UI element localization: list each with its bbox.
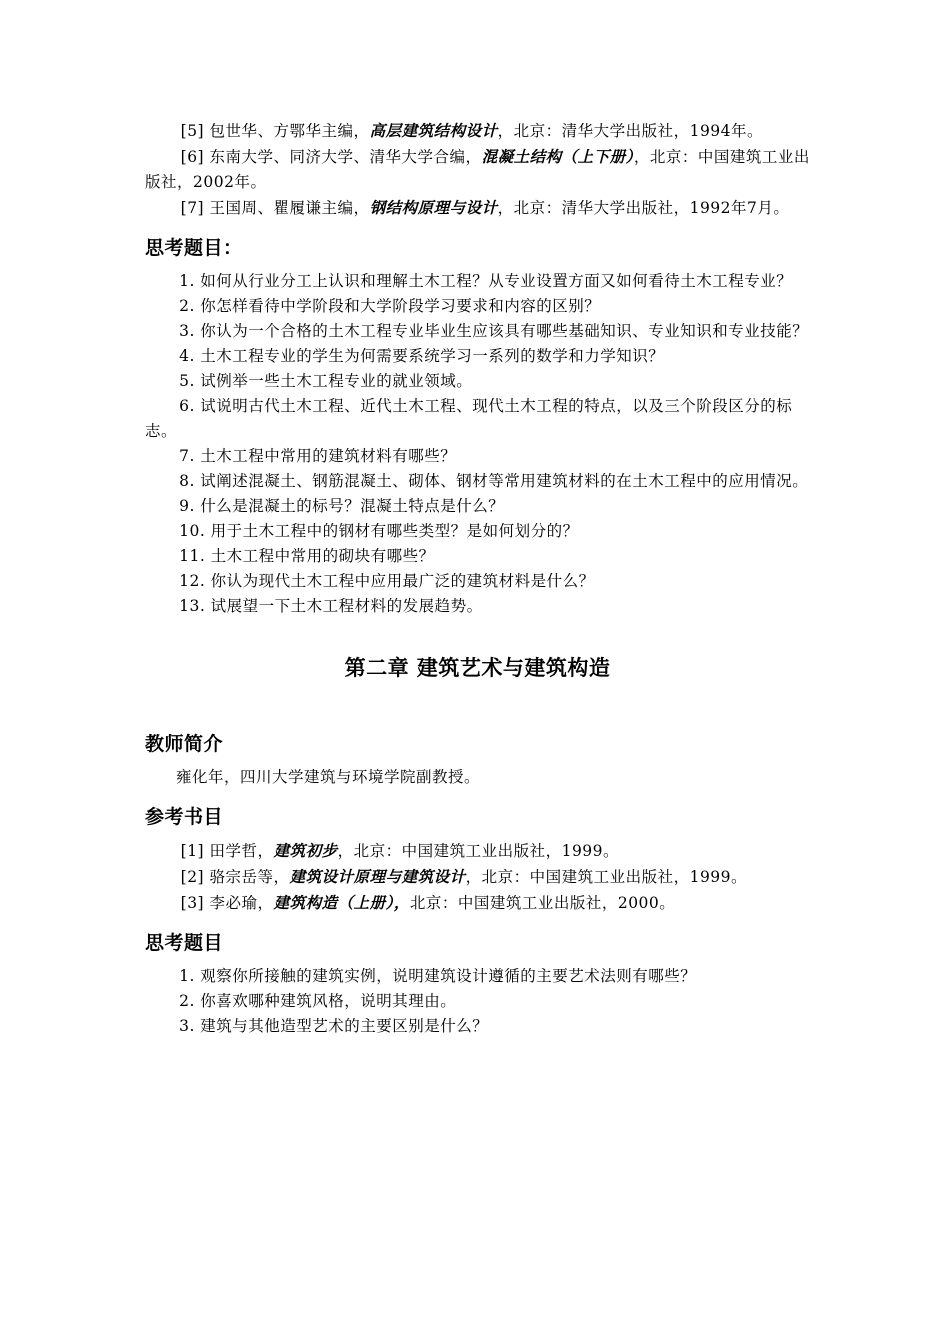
question-item: 3. 你认为一个合格的土木工程专业毕业生应该具有哪些基础知识、专业知识和专业技能？ [179,322,809,340]
reference-authors: 李必瑜， [209,894,274,912]
reference-list-chapter2 [145,838,810,916]
reference-authors: 包世华、方鄂华主编， [209,122,370,140]
questions-heading-chapter2: 思考题目 [145,932,224,954]
question-item: 1. 如何从行业分工上认识和理解土木工程？从专业设置方面又如何看待土木工程专业？ [179,272,793,290]
reference-number: [6] [180,148,205,166]
reference-title: 高层建筑结构设计 [369,121,498,140]
reference-authors: 田学哲， [209,842,274,860]
question-item: 13. 试展望一下土木工程材料的发展趋势。 [179,597,483,615]
reference-publisher: ，北京：清华大学出版社，1994年。 [497,122,764,140]
reference-title: 建筑设计原理与建筑设计 [289,867,466,886]
reference-item [145,864,810,890]
question-item: 7. 土木工程中常用的建筑材料有哪些？ [179,447,457,465]
reference-item [145,890,810,916]
reference-item [145,838,810,864]
question-item: 4. 土木工程专业的学生为何需要系统学习一系列的数学和力学知识？ [179,347,665,365]
reference-authors: 骆宗岳等， [209,868,290,886]
reference-title: 建筑构造（上册）， [273,893,410,912]
reference-title: 混凝土结构（上下册） [481,147,634,166]
reference-number: [7] [180,199,205,217]
question-list-chapter2 [145,964,810,1039]
reference-number: [1] [180,842,205,860]
question-item: 1. 观察你所接触的建筑实例，说明建筑设计遵循的主要艺术法则有哪些？ [179,967,697,985]
reference-publisher: ，北京：中国建筑工业出版社，1999。 [337,842,620,860]
reference-authors: 东南大学、同济大学、清华大学合编， [209,148,482,166]
question-list [145,269,810,619]
reference-publisher: ，北京：清华大学出版社，1992年7月。 [497,199,790,217]
reference-item [145,195,810,221]
reference-list-top [145,118,810,221]
reference-publisher: 北京：中国建筑工业出版社，2000。 [409,894,676,912]
questions-heading: 思考题目： [145,237,243,259]
question-item: 2. 你喜欢哪种建筑风格，说明其理由。 [179,992,457,1010]
teacher-heading: 教师简介 [145,733,224,755]
reference-title: 建筑初步 [273,841,338,860]
reference-number: [3] [180,894,205,912]
chapter-title: 第二章 建筑艺术与建筑构造 [344,656,611,680]
question-item: 8. 试阐述混凝土、钢筋混凝土、砌体、钢材等常用建筑材料的在土木工程中的应用情况。 [179,472,809,490]
question-item: 6. 试说明古代土木工程、近代土木工程、现代土木工程的特点，以及三个阶段区分的标志。 [145,397,793,440]
reference-publisher: ，北京：中国建筑工业出版社，1999。 [465,868,748,886]
question-item: 11. 土木工程中常用的砌块有哪些？ [179,547,435,565]
question-item: 9. 什么是混凝土的标号？混凝土特点是什么？ [179,497,505,515]
document-page [145,118,810,1039]
question-item: 10. 用于土木工程中的钢材有哪些类型？是如何划分的？ [179,522,579,540]
teacher-intro: 雍化年，四川大学建筑与环境学院副教授。 [176,768,481,786]
reference-number: [5] [180,122,205,140]
reference-publisher: ，北京：中国建筑工业出版社，2002年。 [145,148,810,191]
reference-item [145,118,810,144]
question-item: 3. 建筑与其他造型艺术的主要区别是什么？ [179,1017,489,1035]
question-item: 12. 你认为现代土木工程中应用最广泛的建筑材料是什么？ [179,572,595,590]
question-item: 2. 你怎样看待中学阶段和大学阶段学习要求和内容的区别？ [179,297,601,315]
references-heading: 参考书目 [145,806,224,828]
reference-number: [2] [180,868,205,886]
reference-title: 钢结构原理与设计 [369,198,498,217]
reference-authors: 王国周、瞿履谦主编， [209,199,370,217]
question-item: 5. 试例举一些土木工程专业的就业领域。 [179,372,473,390]
reference-item [145,144,810,195]
